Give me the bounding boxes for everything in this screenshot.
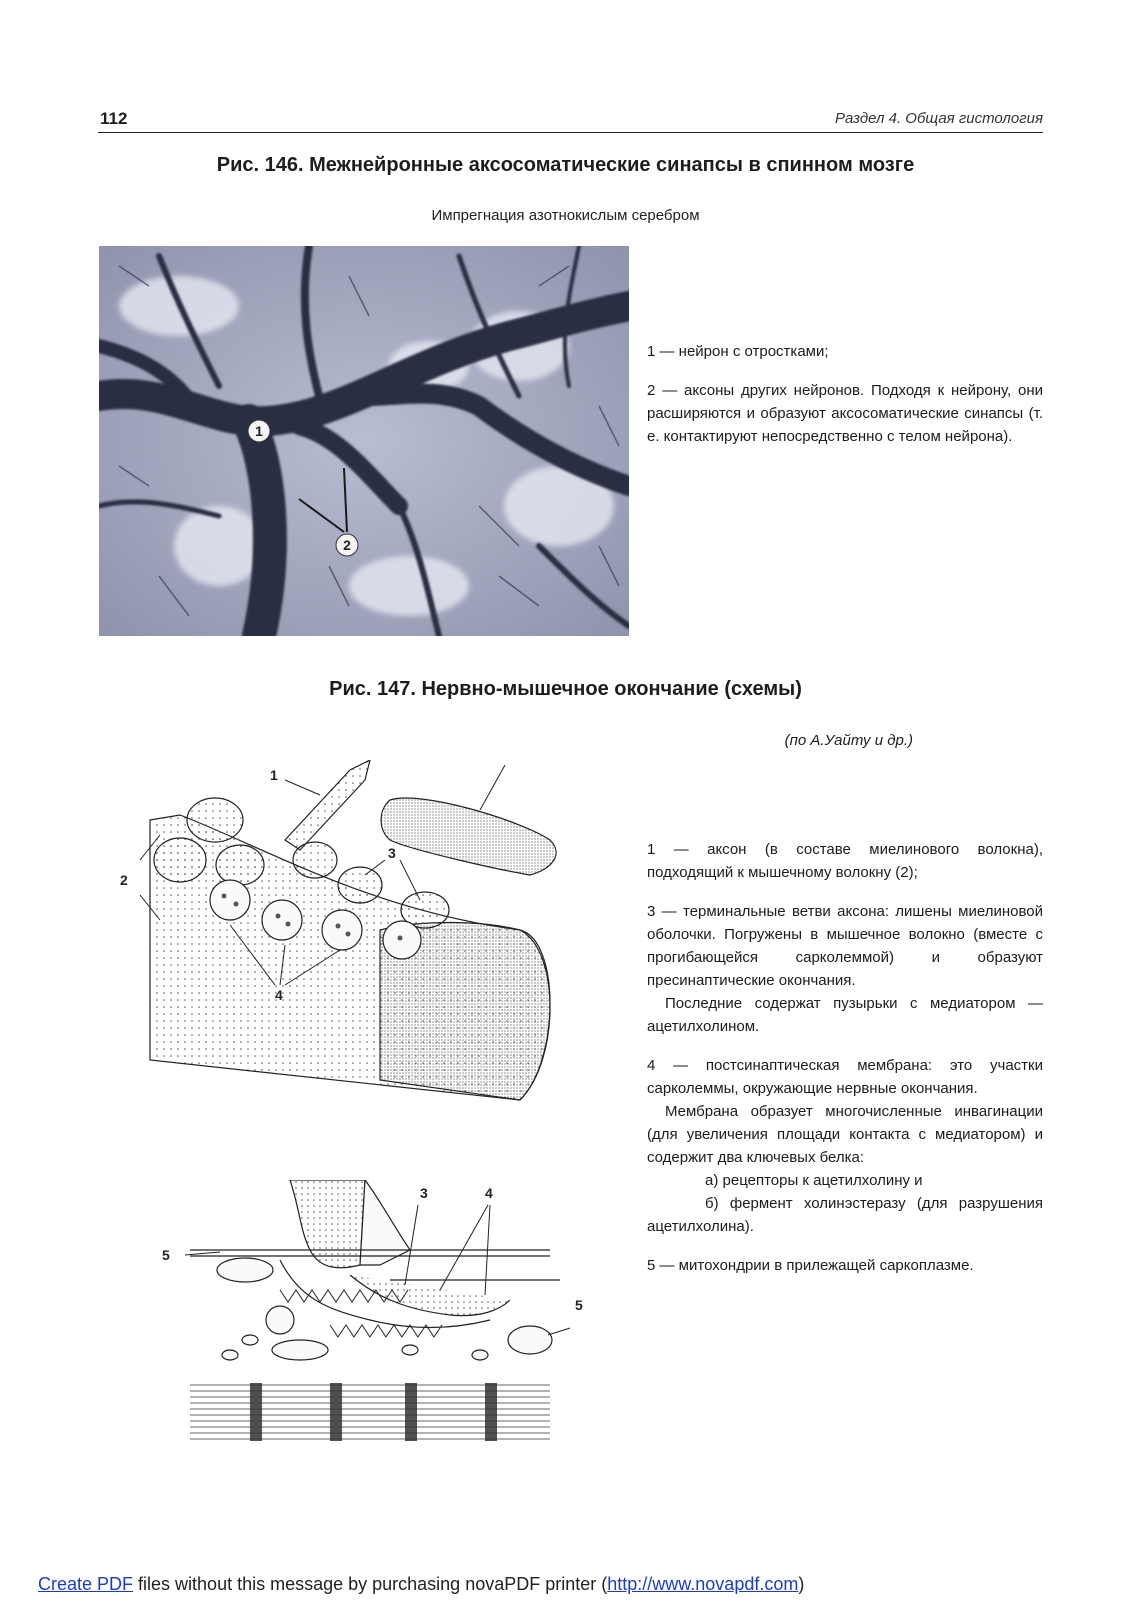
legend-146-item-2: 2 — аксоны других нейронов. Подходя к нейрону, они расширяются и образуют аксосоматические синапсы (т. е. контактируют непосредственно с телом нейрона). (647, 382, 1043, 445)
micrograph-image (99, 246, 629, 636)
drawing-label-2: 2 (120, 872, 128, 888)
legend-146-item-1: 1 — нейрон с отростками; (647, 343, 829, 360)
legend-147-item-5: 5 — митохондрии в прилежащей саркоплазме. (647, 1257, 974, 1274)
legend-147-item-4d: б) фермент холинэстеразу (для разрушения ацетилхолина). (647, 1195, 1043, 1235)
drawing-label-3: 3 (388, 845, 396, 861)
drawing-label-4: 4 (275, 987, 283, 1003)
footer-text-2: ) (798, 1574, 805, 1594)
page-number: 112 (100, 109, 128, 128)
create-pdf-link[interactable]: Create PDF (38, 1574, 134, 1594)
legend-147-item-3: 3 — терминальные ветви аксона: лишены миелиновой оболочки. Погружены в мышечное волокно (вместе с прогибающейся сарколеммой) и образуют пресинаптические окончания. (647, 903, 1043, 989)
figure-146-title: Рис. 146. Межнейронные аксосоматические синапсы в спинном мозге (216, 154, 915, 176)
legend-147-item-4c: а) рецепторы к ацетилхолину и (705, 1172, 923, 1189)
drawing2-label-5-left: 5 (162, 1247, 170, 1263)
figure-146-subtitle: Импрегнация азотнокислым серебром (431, 207, 700, 224)
legend-147-item-3b: Последние содержат пузырьки с медиатором — ацетилхолином. (647, 995, 1043, 1035)
header-rule (98, 132, 1043, 133)
novapdf-footer (38, 1574, 804, 1595)
figure-146-legend (647, 340, 1043, 464)
running-head: Раздел 4. Общая гистология (835, 110, 1043, 127)
figure-147-title: Рис. 147. Нервно-мышечное окончание (схемы) (329, 678, 802, 700)
drawing2-label-5-right: 5 (575, 1297, 583, 1313)
drawing-label-1: 1 (270, 767, 278, 783)
synapse-cross-section-drawing (150, 1180, 600, 1460)
photo-label-1: 1 (255, 423, 263, 439)
novapdf-url-link[interactable]: http://www.novapdf.com (607, 1574, 799, 1594)
photo-label-2: 2 (343, 537, 351, 553)
drawing2-label-3: 3 (420, 1185, 428, 1201)
legend-147-item-4b: Мембрана образует многочисленные инвагинации (для увеличения площади контакта с медиатором) и содержит два ключевых белка: (647, 1103, 1043, 1166)
legend-147-item-1: 1 — аксон (в составе миелинового волокна), подходящий к мышечному волокну (2); (647, 841, 1043, 881)
drawing2-label-4: 4 (485, 1185, 493, 1201)
footer-text-1: files without this message by purchasing novaPDF printer ( (133, 1574, 608, 1594)
neuromuscular-junction-drawing (120, 760, 590, 1140)
figure-147-credit: (по А.Уайту и др.) (784, 732, 913, 749)
figure-147-legend (647, 838, 1043, 1293)
legend-147-item-4: 4 — постсинаптическая мембрана: это участки сарколеммы, окружающие нервные окончания. (647, 1057, 1043, 1097)
